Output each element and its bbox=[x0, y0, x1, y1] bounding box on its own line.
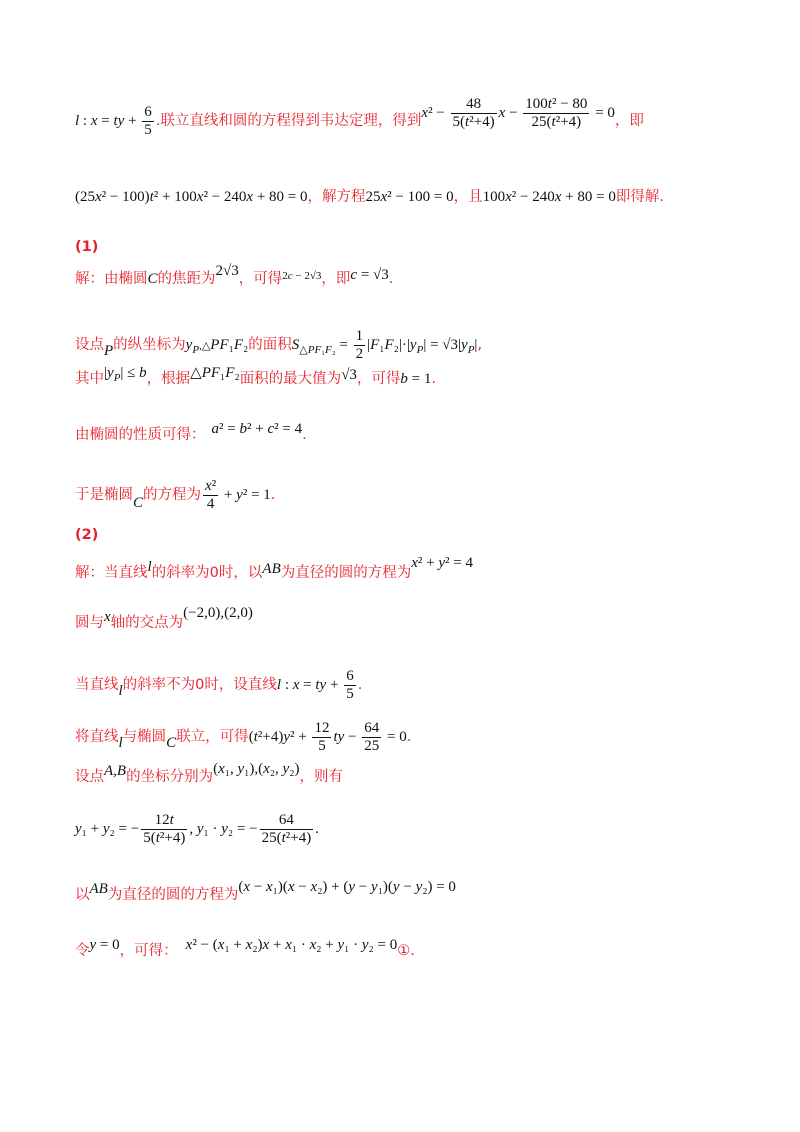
line-14 bbox=[75, 761, 740, 785]
formula: √3 bbox=[341, 367, 357, 383]
formula-line-eq: l : x = ty + $\frac{6}{5}$ bbox=[75, 104, 152, 139]
var: C bbox=[166, 735, 177, 752]
text: . bbox=[431, 371, 436, 387]
formula: 2c − 2√3 bbox=[282, 270, 322, 282]
formula: a² = b² + c² = 4 bbox=[211, 421, 303, 437]
line-15 bbox=[75, 812, 740, 848]
text: .联立直线和圆的方程得到韦达定理，得到 bbox=[155, 113, 422, 130]
text: 于是椭圆 bbox=[75, 487, 133, 504]
text: ，根据 bbox=[146, 371, 191, 387]
var: AB bbox=[89, 881, 108, 897]
text: 轴的交点为 bbox=[110, 615, 184, 631]
line-5 bbox=[75, 328, 740, 364]
text: ，即 bbox=[321, 271, 351, 287]
text: 解：当直线 bbox=[75, 565, 148, 581]
var: P bbox=[104, 343, 114, 360]
text: 当直线 bbox=[75, 677, 119, 694]
part-2-heading: (2) bbox=[75, 527, 99, 543]
line-10 bbox=[75, 555, 740, 581]
line-12 bbox=[75, 668, 740, 704]
text: 圆与 bbox=[75, 615, 104, 631]
formula: b = 1 bbox=[400, 371, 432, 387]
text: 的纵坐标为 bbox=[113, 337, 186, 354]
var: x bbox=[104, 609, 111, 625]
text: ，即 bbox=[614, 113, 644, 130]
line-4 bbox=[75, 263, 740, 287]
text: ，解方程 bbox=[307, 189, 366, 205]
var: C bbox=[147, 271, 158, 287]
text: 设点 bbox=[75, 769, 104, 785]
text: 的面积 bbox=[248, 337, 292, 354]
text: ，可得： bbox=[119, 943, 178, 959]
text: 其中 bbox=[75, 371, 104, 387]
formula-quadratic: x² − $\frac{48}{\text{5(t²+4)}}$ x − $\frac{\text{100t² − 80}}{\text{25(t²+4)}}$ = 0 bbox=[421, 96, 615, 131]
text: 联立，可得 bbox=[176, 729, 249, 746]
formula: △PF₁F₂ bbox=[190, 365, 240, 381]
formula: $\frac{\text{x²}}{4}$ + y² = 1 bbox=[205, 478, 271, 513]
formula: c = √3 bbox=[350, 267, 389, 283]
var: l bbox=[147, 559, 152, 575]
text: 的斜率不为0时，设直线 bbox=[122, 677, 277, 694]
text: 将直线 bbox=[75, 729, 119, 746]
line-11 bbox=[75, 605, 740, 631]
text: ，则有 bbox=[299, 769, 343, 785]
text: 即得解. bbox=[615, 189, 664, 205]
formula: y₁ + y₂ = − $\frac{12t}{\text{5(t²+4)}}$ , y₁ · y₂ = − $\frac{64}{\text{25(t²+4)}}$ . bbox=[75, 812, 319, 847]
text: 令 bbox=[75, 943, 90, 959]
formula: (x₁, y₁),(x₂, y₂) bbox=[213, 761, 300, 777]
formula: x² − (x₁ + x₂)x + x₁ · x₂ + y₁ · y₂ = 0 bbox=[185, 937, 398, 953]
text: 的坐标分别为 bbox=[126, 769, 214, 785]
formula: 25x² − 100 = 0 bbox=[365, 189, 454, 205]
formula: $|y_P| \le b$ bbox=[104, 365, 147, 384]
text: ，且 bbox=[453, 189, 483, 205]
formula: x² + y² = 4 bbox=[411, 555, 474, 571]
text: 的斜率为0时，以 bbox=[151, 565, 263, 581]
line-2 bbox=[75, 190, 740, 205]
var: AB bbox=[262, 561, 281, 577]
formula: $y_P,\triangle PF_1F_2$ bbox=[185, 337, 249, 357]
text: . bbox=[302, 427, 307, 443]
var: A,B bbox=[104, 763, 127, 779]
formula: y = 0 bbox=[89, 937, 120, 953]
text: ，可得 bbox=[356, 371, 401, 387]
var: l bbox=[118, 735, 123, 752]
formula: (t²+4)y² + $\frac{12}{5}$ ty − $\frac{64}{25}$ = 0 bbox=[248, 720, 407, 755]
text: 的焦距为 bbox=[157, 271, 216, 287]
var: C bbox=[133, 495, 144, 512]
text: 为直径的圆的方程为 bbox=[280, 565, 412, 581]
text: . bbox=[406, 729, 412, 746]
part-1-heading: (1) bbox=[75, 239, 99, 255]
formula: (x − x₁)(x − x₂) + (y − y₁)(y − y₂) = 0 bbox=[238, 879, 456, 895]
text: 解：由椭圆 bbox=[75, 271, 148, 287]
text: . bbox=[270, 487, 276, 504]
line-13 bbox=[75, 720, 740, 756]
text: ，可得 bbox=[238, 271, 283, 287]
line-1 bbox=[75, 96, 740, 140]
text: . bbox=[388, 271, 394, 287]
line-17 bbox=[75, 937, 740, 959]
text: ①. bbox=[397, 943, 415, 959]
var: l bbox=[118, 683, 123, 700]
text: 由椭圆的性质可得： bbox=[75, 427, 206, 443]
line-6 bbox=[75, 365, 740, 390]
formula: (25x² − 100)t² + 100x² − 240x + 80 = 0 bbox=[75, 189, 308, 205]
text: 为直径的圆的方程为 bbox=[107, 887, 239, 903]
text: . bbox=[357, 677, 363, 694]
formula: $S_{\triangle PF_1F_2}$ = $\frac{1}{2}$ $|F_1F_2|\cdot|y_P| = √3|y_P|$ bbox=[291, 328, 478, 363]
line-16 bbox=[75, 879, 740, 903]
text: 以 bbox=[75, 887, 90, 903]
line-8 bbox=[75, 478, 740, 514]
formula: (−2,0),(2,0) bbox=[183, 605, 253, 621]
formula: 2√3 bbox=[215, 263, 239, 279]
formula: l : x = ty + $\frac{6}{5}$ bbox=[276, 668, 354, 703]
text: 的方程为 bbox=[143, 487, 202, 504]
formula: 100x² − 240x + 80 = 0 bbox=[482, 189, 616, 205]
line-7 bbox=[75, 421, 740, 443]
text: 与椭圆 bbox=[122, 729, 167, 746]
text: 设点 bbox=[75, 337, 104, 354]
text: 面积的最大值为 bbox=[239, 371, 342, 387]
text: , bbox=[477, 337, 483, 354]
